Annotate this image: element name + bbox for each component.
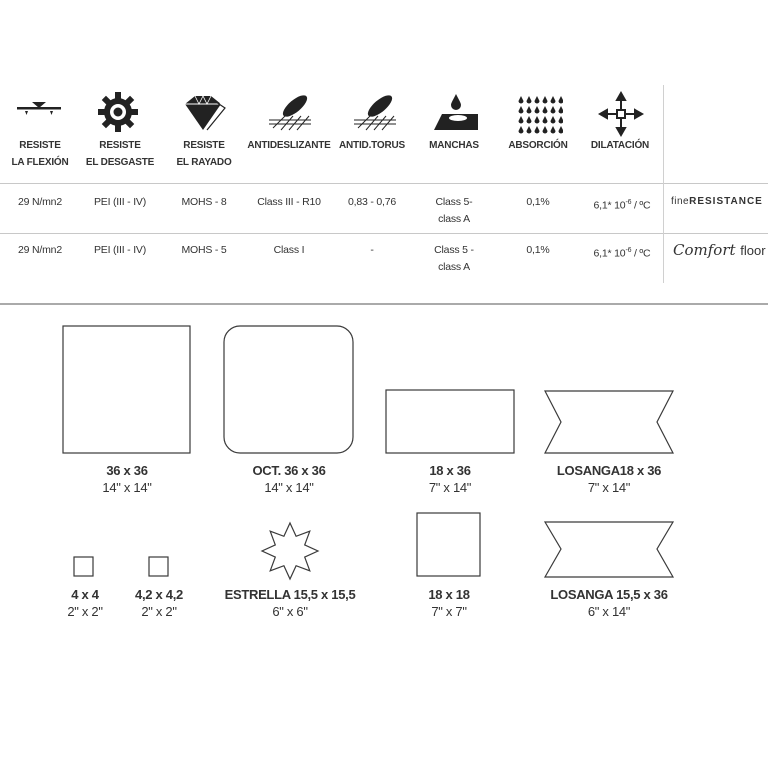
table-bottom-rule: [0, 303, 768, 305]
header-manchas: MANCHAS: [429, 140, 479, 151]
format-label: 4 x 4 2" x 2": [67, 587, 103, 619]
table-cell: Class I: [273, 244, 305, 256]
brand-logo-fine-resistance: fineRESISTANCE: [671, 196, 763, 207]
format-label: 4,2 x 4,2 2" x 2": [135, 587, 183, 619]
table-cell: MOHS - 5: [181, 244, 227, 256]
drops-icon: [515, 90, 563, 138]
table-cell: -: [370, 244, 374, 256]
table-cell: 29 N/mn2: [18, 196, 62, 208]
arrows-icon: [597, 90, 645, 138]
table-divider: [0, 183, 768, 184]
rectangle-tile-shape: [385, 389, 516, 455]
format-label: 36 x 36 14" x 14": [102, 463, 152, 495]
table-cell: 0,1%: [526, 196, 550, 208]
table-divider: [0, 233, 768, 234]
stain-icon: [432, 90, 480, 138]
octagonal-tile-shape: [223, 325, 355, 455]
header-antideslizante: ANTIDESLIZANTE: [247, 140, 331, 151]
format-label: 18 x 36 7" x 14": [428, 463, 472, 495]
header-antid-torus: ANTID.TORUS: [339, 140, 405, 151]
shoe-torus-icon: [350, 90, 398, 138]
star-tile-shape: [260, 521, 320, 581]
format-label: ESTRELLA 15,5 x 15,5 6" x 6": [224, 587, 356, 619]
gear-icon: [94, 88, 142, 136]
table-cell: PEI (III - IV): [93, 196, 147, 208]
losanga-tile-shape: [543, 520, 675, 580]
square-tile-shape: [62, 325, 192, 455]
format-label: OCT. 36 x 36 14" x 14": [252, 463, 326, 495]
table-cell: 0,1%: [526, 244, 550, 256]
brand-logo-comfort-floor: Comfort floor: [673, 241, 766, 259]
table-cell: Class 5 - class A: [434, 244, 474, 273]
header-flexion: RESISTE LA FLEXIÓN: [11, 140, 69, 168]
small-square-tile-shape: [73, 556, 95, 578]
shoe-grip-icon: [265, 90, 313, 138]
table-cell: 6,1* $10^{-6}$ / ºC: [593, 199, 651, 212]
header-rayado: RESISTE EL RAYADO: [176, 140, 232, 168]
medium-square-tile-shape: [416, 512, 482, 578]
table-cell: 29 N/mn2: [18, 244, 62, 256]
table-cell: 0,83 - 0,76: [347, 196, 396, 208]
table-cell: 6,1* $10^{-6}$ / ºC: [593, 247, 651, 260]
format-label: LOSANGA 15,5 x 36 6" x 14": [550, 587, 668, 619]
table-cell: PEI (III - IV): [93, 244, 147, 256]
diamond-icon: [179, 90, 227, 138]
header-dilatacion: DILATACIÓN: [590, 140, 650, 151]
table-cell: Class III - R10: [257, 196, 321, 208]
table-cell: MOHS - 8: [181, 196, 227, 208]
format-label: 18 x 18 7" x 7": [428, 587, 470, 619]
small-square-tile-shape: [148, 556, 170, 578]
table-cell: Class 5- class A: [435, 196, 473, 225]
format-label: LOSANGA18 x 36 7" x 14": [556, 463, 662, 495]
header-absorcion: ABSORCIÓN: [508, 140, 568, 151]
flexion-icon: [15, 90, 63, 138]
losanga-tile-shape: [543, 389, 675, 455]
header-desgaste: RESISTE EL DESGASTE: [85, 140, 155, 168]
